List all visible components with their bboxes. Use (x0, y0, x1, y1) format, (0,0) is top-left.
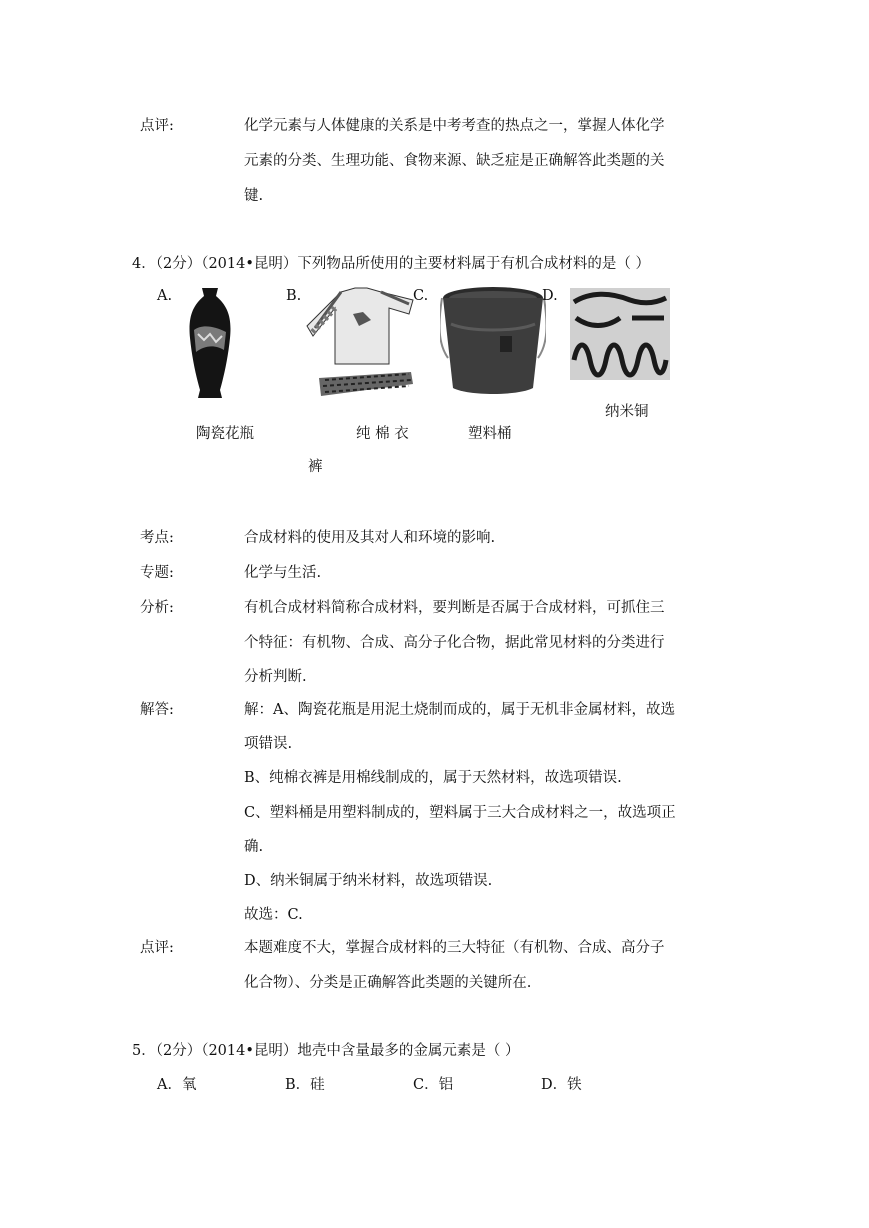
kaodian-text: 合成材料的使用及其对人和环境的影响. (244, 530, 496, 546)
comment-line-3: 键. (244, 188, 264, 204)
dianping-line-1: 本题难度不大，掌握合成材料的三大特征（有机物、合成、高分子 (244, 940, 665, 956)
jieda-line-7: 故选：C. (244, 907, 303, 923)
option-b-caption-cont: 裤 (308, 459, 323, 475)
comment-line-1: 化学元素与人体健康的关系是中考考查的热点之一，掌握人体化学 (244, 118, 665, 134)
jieda-line-6: D、纳米铜属于纳米材料，故选项错误. (244, 873, 493, 889)
jieda-line-4: C、塑料桶是用塑料制成的，塑料属于三大合成材料之一，故选项正 (244, 805, 676, 821)
fenxi-line-2: 个特征：有机物、合成、高分子化合物，据此常见材料的分类进行 (244, 635, 665, 651)
jieda-line-1: 解：A、陶瓷花瓶是用泥土烧制而成的，属于无机非金属材料，故选 (244, 702, 675, 718)
q5-option-c: C．铝 (413, 1077, 454, 1093)
jieda-line-5: 确. (244, 839, 264, 855)
fenxi-line-1: 有机合成材料简称合成材料，要判断是否属于合成材料，可抓住三 (244, 600, 665, 616)
option-d-caption: 纳米铜 (605, 404, 649, 420)
fenxi-label: 分析: (140, 600, 174, 616)
jieda-line-2: 项错误. (244, 736, 293, 752)
vase-image (180, 286, 240, 400)
kaodian-label: 考点: (140, 530, 174, 546)
dianping-label: 点评: (140, 940, 174, 956)
option-c-letter: C. (413, 288, 429, 304)
question-5-stem: 5．（2分）（2014•昆明）地壳中含量最多的金属元素是（ ） (132, 1043, 520, 1059)
jieda-label: 解答: (140, 702, 174, 718)
q5-option-a: A．氧 (157, 1077, 197, 1093)
option-c-caption: 塑料桶 (468, 426, 512, 442)
option-b-letter: B. (286, 288, 302, 304)
option-b-caption: 纯 棉 衣 (356, 426, 409, 442)
jieda-line-3: B、纯棉衣裤是用棉线制成的，属于天然材料，故选项错误. (244, 770, 622, 786)
fenxi-line-3: 分析判断. (244, 669, 307, 685)
option-a-letter: A. (157, 288, 173, 304)
option-d-letter: D. (542, 288, 558, 304)
question-4-stem: 4．（2分）（2014•昆明）下列物品所使用的主要材料属于有机合成材料的是（ ） (132, 256, 651, 272)
nano-copper-image (570, 288, 670, 380)
zhuanti-text: 化学与生活. (244, 565, 322, 581)
zhuanti-label: 专题: (140, 565, 174, 581)
option-a-caption: 陶瓷花瓶 (196, 426, 254, 442)
plastic-bucket-image (440, 284, 546, 402)
dianping-line-2: 化合物）、分类是正确解答此类题的关键所在. (244, 975, 532, 991)
cotton-clothes-image (305, 286, 415, 398)
q5-option-d: D．铁 (541, 1077, 582, 1093)
q5-option-b: B．硅 (285, 1077, 325, 1093)
comment-label: 点评: (140, 118, 174, 134)
comment-line-2: 元素的分类、生理功能、食物来源、缺乏症是正确解答此类题的关 (244, 153, 665, 169)
